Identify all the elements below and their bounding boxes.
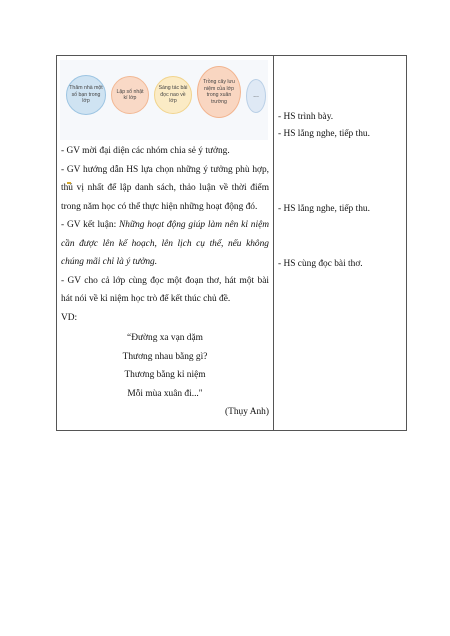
poem-line: “Đường xa vạn dặm (127, 333, 203, 343)
poem-line: Mỗi mùa xuân đi..." (127, 388, 203, 399)
example-label: VD: (61, 312, 78, 323)
idea-bubble-writing: Sáng tác bài đọc nao về lớp (154, 76, 192, 114)
student-response-listen-1: - HS lắng nghe, tiếp thu. (278, 129, 370, 139)
teacher-step-invite: - GV mời đại diện các nhóm chia sẻ ý tưởng. (61, 146, 230, 156)
student-response-present: - HS trình bày. (278, 112, 334, 122)
poem (61, 329, 269, 403)
student-activity-cell (274, 56, 407, 430)
teacher-text (61, 142, 269, 422)
conclude-quote: Những hoạt động giúp làm nên kỉ niệm cần được lên kế hoạch, lên lịch cụ thể, nếu không chúng mãi chỉ là ý tưởng. (61, 220, 269, 267)
poem-line: Thương nhau bằng gì? (122, 351, 208, 362)
student-response-read: - HS cùng đọc bài thơ. (278, 259, 363, 269)
lesson-table (56, 55, 407, 431)
teacher-step-read: - GV cho cả lớp cùng đọc một đoạn thơ, hát một bài hát nói về kỉ niệm học trò để kết thúc chủ đề. (61, 275, 269, 304)
ideas-bubble-diagram (60, 60, 268, 140)
teacher-activity-cell (57, 56, 273, 430)
teacher-step-conclude (61, 216, 269, 272)
teacher-step-guide: - GV hướng dẫn HS lựa chọn những ý tưởng phù hợp, thú vị nhất để lập danh sách, thảo luận về thời điểm trong năm học có thể thực hiện những hoạt động đó. (61, 164, 269, 212)
idea-bubble-visit: Thăm nhà một số bạn trong lớp (66, 75, 106, 115)
idea-bubble-more: ... (246, 79, 266, 113)
idea-bubble-diary: Lập sổ nhật kí lớp (111, 76, 149, 114)
conclude-lead: - GV kết luận: (61, 220, 120, 230)
poem-line: Thương bằng kỉ niệm (124, 370, 206, 380)
poem-author: (Thụy Anh) (224, 407, 269, 417)
idea-bubble-tree: Trồng cây lưu niệm của lớp trong xuân trường (197, 66, 241, 118)
student-response-listen-2: - HS lắng nghe, tiếp thu. (278, 204, 370, 214)
